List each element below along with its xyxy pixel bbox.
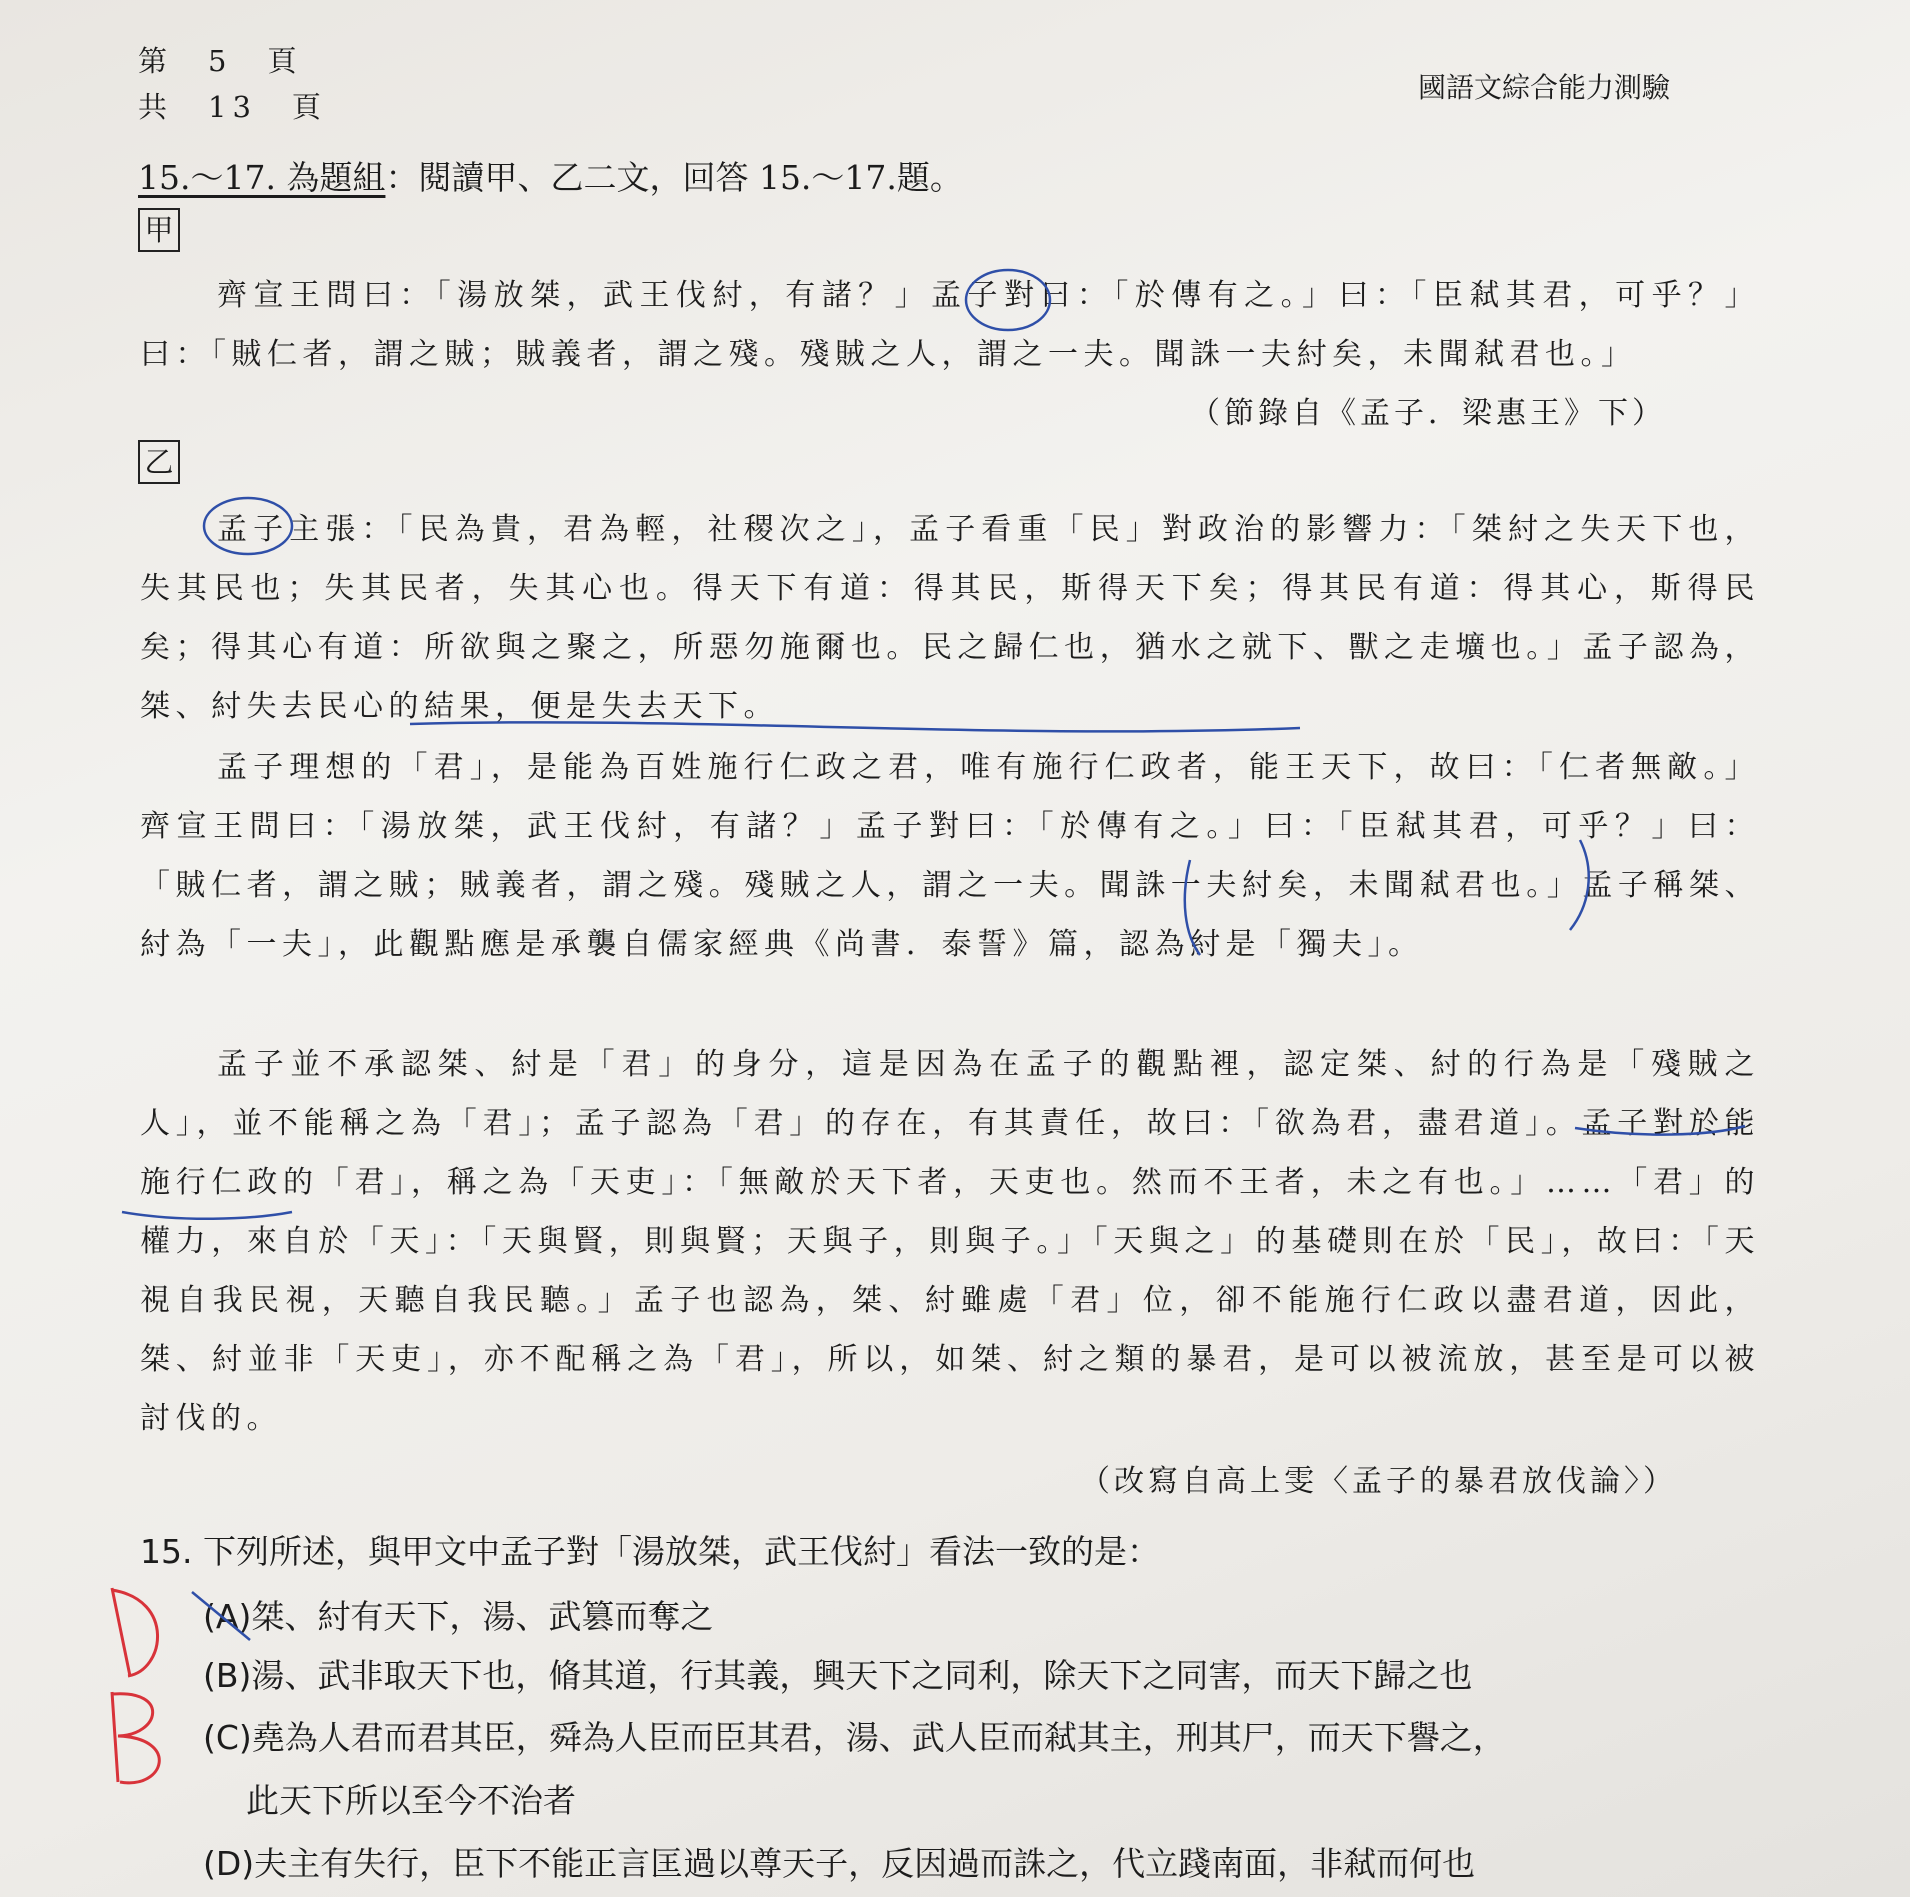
page-current: 第 5 頁 [138,44,303,78]
group-instruction: ：閱讀甲、乙二文，回答 15.～17.題。 [385,158,963,197]
underline-mark-3 [122,1212,292,1219]
option-c[interactable]: (C)堯為人君而君其臣，舜為人臣而臣其君，湯、武人臣而弒其主，刑其尸，而天下譽之， [203,1718,1506,1757]
circle-mark-mencius-b [204,498,292,554]
option-b[interactable]: (B)湯、武非取天下也，脩其道，行其義，興天下之同利，除天下之同害，而天下歸之也 [203,1656,1473,1695]
passage-a-label: 甲 [138,208,180,252]
underline-mark-1 [410,722,1300,731]
passage-b-paragraph-1: 孟子主張：「民為貴，君為輕，社稷次之」，孟子看重「民」對政治的影響力：「桀紂之失天下也，失其民也；失其民者，失其心也。得天下有道：得其民，斯得天下矣；得其民有道：得其心，斯得民矣；得其心有道：所欲與之聚之，所惡勿施爾也。民之歸仁也，猶水之就下、獸之走壙也。」孟子認為，桀、紂失去民心的結果，便是失去天下。 [140,512,1760,724]
question-15-stem: 15. 下列所述，與甲文中孟子對「湯放桀，武王伐紂」看法一致的是： [140,1532,1160,1571]
answer-mark-d [112,1588,158,1676]
passage-a-source: （節錄自《孟子．梁惠王》下） [1190,396,1666,431]
group-label: 15.～17. 為題組 [138,158,386,197]
option-c-continued: 此天下所以至今不治者 [246,1781,576,1820]
passage-b-paragraph-2: 孟子理想的「君」，是能為百姓施行仁政之君，唯有施行仁政者，能王天下，故曰：「仁者無敵。」齊宣王問曰：「湯放桀，武王伐紂，有諸？」孟子對曰：「於傳有之。」曰：「臣弒其君，可乎？」曰：「賊仁者，謂之賊；賊義者，謂之殘。殘賊之人，謂之一夫。聞誅一夫紂矣，未聞弒君也。」孟子稱桀、紂為「一夫」，此觀點應是承襲自儒家經典《尚書．泰誓》篇，認為紂是「獨夫」。 [140,750,1760,962]
circle-mark-mencius-a [966,270,1050,330]
bracket-mark [1185,840,1589,955]
underline-mark-2 [1575,1126,1745,1135]
passage-b-paragraph-3: 孟子並不承認桀、紂是「君」的身分，這是因為在孟子的觀點裡，認定桀、紂的行為是「殘賊之人」，並不能稱之為「君」；孟子認為「君」的存在，有其責任，故曰：「欲為君，盡君道」。孟子對於能施行仁政的「君」，稱之為「天吏」：「無敵於天下者，天吏也。然而不王者，未之有也。」……「君」的權力，來自於「天」：「天與賢，則與賢；天與子，則與子。」「天與之」的基礎則在於「民」，故曰：「天視自我民視，天聽自我民聽。」孟子也認為，桀、紂雖處「君」位，卻不能施行仁政以盡君道，因此，桀、紂並非「天吏」，亦不配稱之為「君」，所以，如桀、紂之類的暴君，是可以被流放，甚至是可以被討伐的。 [140,1047,1760,1436]
passage-a-text: 齊宣王問曰：「湯放桀，武王伐紂，有諸？」孟子對曰：「於傳有之。」曰：「臣弒其君，可乎？」曰：「賊仁者，謂之賊；賊義者，謂之殘。殘賊之人，謂之一夫。聞誅一夫紂矣，未聞弒君也。」 [140,278,1760,372]
option-d[interactable]: (D)夫主有失行，臣下不能正言匡過以尊天子，反因過而誅之，代立踐南面，非弒而何也 [203,1844,1476,1883]
answer-mark-b [112,1692,159,1783]
page-total: 共 13 頁 [138,90,327,124]
passage-b-source: （改寫自高上雯〈孟子的暴君放伐論〉） [1080,1464,1677,1499]
passage-b-label: 乙 [138,440,180,484]
option-a[interactable]: (A)桀、紂有天下，湯、武篡而奪之 [203,1597,714,1636]
exam-title: 國語文綜合能力測驗 [1418,71,1671,104]
strike-mark-option-a [192,1592,250,1640]
